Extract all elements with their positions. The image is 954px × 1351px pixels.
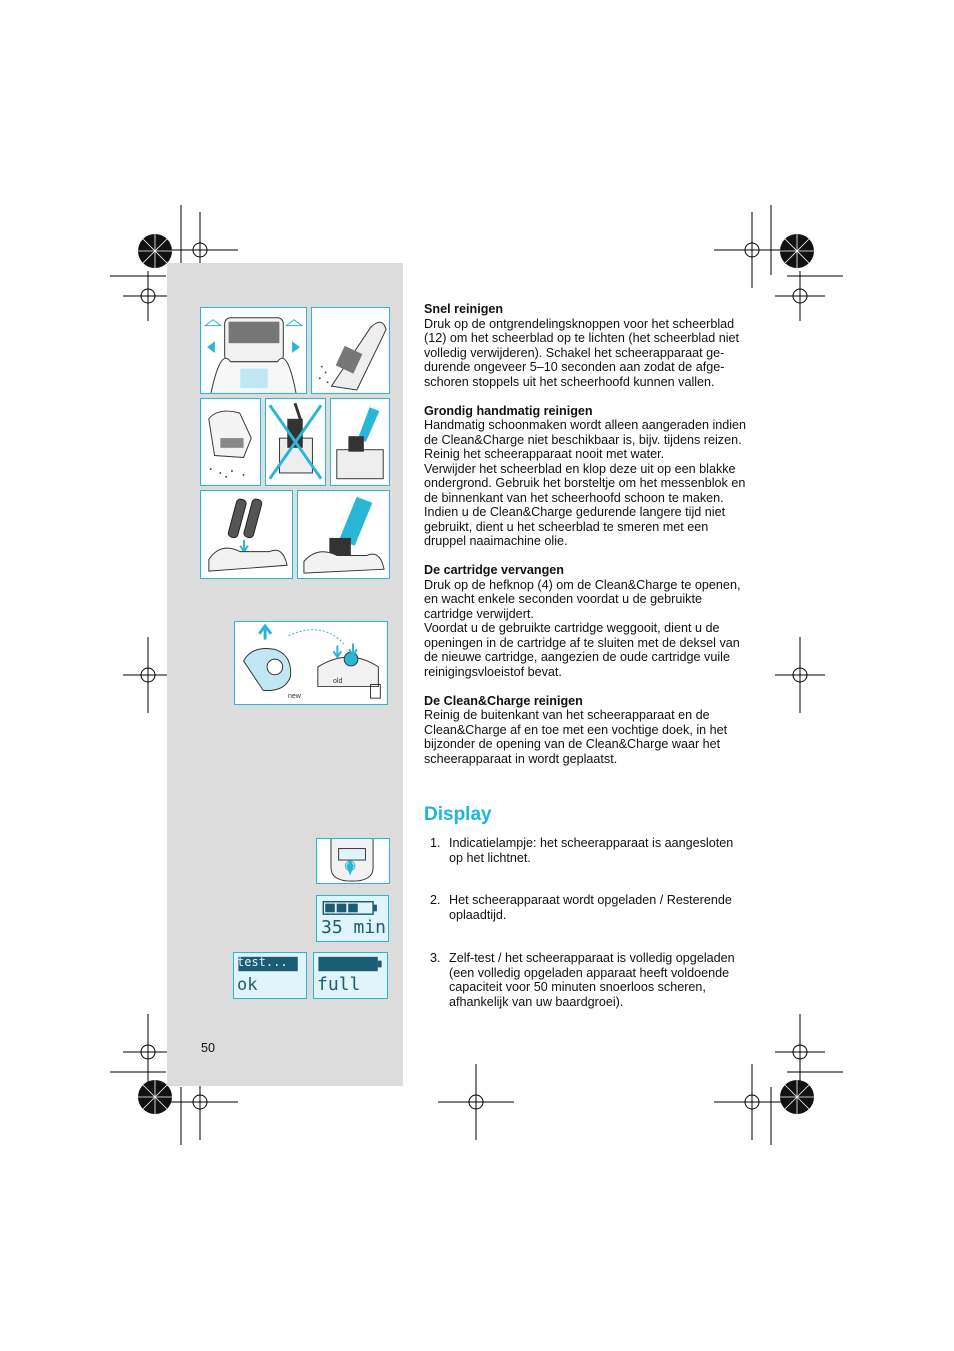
figure-tap-foil <box>200 398 261 486</box>
section-replace-cartridge <box>424 563 754 679</box>
paragraph-line: reinigingsvloeistof bevat. <box>424 664 562 679</box>
paragraph-line: openingen in de cartridge af te sluiten met de deksel van <box>424 635 740 650</box>
paragraph-line: ondergrond. Gebruik het borsteltje om het messenblok en <box>424 476 746 490</box>
list-line: Het scheerapparaat wordt opgeladen / Resterende <box>449 893 732 907</box>
paragraph-line: druppel naaimachine olie. <box>424 534 568 548</box>
section-heading: De Clean&Charge reinigen <box>424 693 583 708</box>
list-line: (een volledig opgeladen apparaat heeft voldoende <box>449 965 730 980</box>
list-number: 3. <box>430 951 441 965</box>
list-line: capaciteit voor 50 minuten snoerloos scheren, <box>449 980 706 994</box>
paragraph-line: bijzonder de opening van de Clean&Charge waar het <box>424 737 721 751</box>
display-item-2 <box>430 893 750 922</box>
paragraph-line: Clean&Charge af en toe met een vochtige doek, in het <box>424 722 728 737</box>
paragraph-line: de nieuwe cartridge, aangezien de oude cartridge vuile <box>424 650 730 664</box>
figure-oil-foil <box>200 490 293 579</box>
paragraph-line: Verwijder het scheerblad en klop deze uit op een blakke <box>424 461 736 476</box>
list-line: afhankelijk van uw baardgroei). <box>449 994 624 1009</box>
paragraph-line: Indien u de Clean&Charge gedurende langere tijd niet <box>424 505 726 519</box>
lcd-ok-text: ok <box>237 975 258 995</box>
section-quick-clean <box>424 302 754 389</box>
paragraph-line: de binnenkant van het scheerhoofd schoon te maken. <box>424 490 724 505</box>
paragraph-line: gebruikt, dient u het scheerblad te smeren met een <box>424 519 709 534</box>
figure-brush-head <box>297 490 390 579</box>
list-number: 1. <box>430 836 441 850</box>
cartridge-old-label: old <box>333 678 343 685</box>
figure-run-shaver <box>311 307 390 394</box>
figure-release-foil <box>200 307 307 394</box>
paragraph-line: volledig verwijderen). Schakel het scheerapparaat ge- <box>424 345 725 360</box>
cleaning-text <box>424 302 754 781</box>
paragraph-line: en wacht enkele seconden voordat u de gebruikte <box>424 592 702 606</box>
list-line: oplaadtijd. <box>449 907 507 922</box>
paragraph-line: durende ongeveer 5–10 seconden aan zodat de afge- <box>424 360 725 374</box>
figure-brush-cutter <box>330 398 390 486</box>
paragraph-line: Handmatig schoonmaken wordt alleen aangeraden indien <box>424 418 747 432</box>
cartridge-new-label: new <box>288 693 301 700</box>
section-clean-station <box>424 694 754 767</box>
figure-do-not-brush-foil <box>265 398 326 486</box>
paragraph-line: Reinig het scheerapparaat nooit met water. <box>424 447 665 461</box>
figure-indicator-lamp <box>316 838 390 884</box>
paragraph-line: Reinig de buitenkant van het scheerapparaat en de <box>424 708 710 722</box>
section-heading: Snel reinigen <box>424 302 504 316</box>
section-manual-clean <box>424 404 754 549</box>
list-line: Zelf-test / het scheerapparaat is volledig opgeladen <box>449 951 735 965</box>
paragraph-line: Druk op de hefknop (4) om de Clean&Charge te openen, <box>424 577 741 592</box>
page-number: 50 <box>201 1041 216 1055</box>
list-line: op het lichtnet. <box>449 850 531 865</box>
lcd-full-text: full <box>317 974 361 995</box>
lcd-test-text: test... <box>237 955 288 969</box>
paragraph-line: schoren stoppels uit het scheerhoofd kunnen vallen. <box>424 374 715 389</box>
section-heading: Grondig handmatig reinigen <box>424 403 593 418</box>
list-number: 2. <box>430 893 441 907</box>
paragraph-line: (12) om het scheerblad op te lichten (het scheerblad niet <box>424 331 740 345</box>
display-item-3 <box>430 951 750 1009</box>
paragraph-line: cartridge verwijdert. <box>424 606 534 621</box>
figure-replace-cartridge <box>234 621 388 705</box>
paragraph-line: de Clean&Charge niet beschikbaar is, bijv. tijdens reizen. <box>424 432 742 447</box>
display-title: Display <box>424 804 492 825</box>
lcd-time-text: 35 min <box>321 917 387 938</box>
paragraph-line: scheerapparaat in wordt geplaatst. <box>424 751 618 766</box>
paragraph-line: Druk op de ontgrendelingsknoppen voor het scheerblad <box>424 316 735 331</box>
display-item-1 <box>430 836 750 865</box>
list-line: Indicatielampje: het scheerapparaat is aangesloten <box>449 836 734 850</box>
paragraph-line: Voordat u de gebruikte cartridge weggooit, dient u de <box>424 621 720 635</box>
section-heading: De cartridge vervangen <box>424 563 564 577</box>
